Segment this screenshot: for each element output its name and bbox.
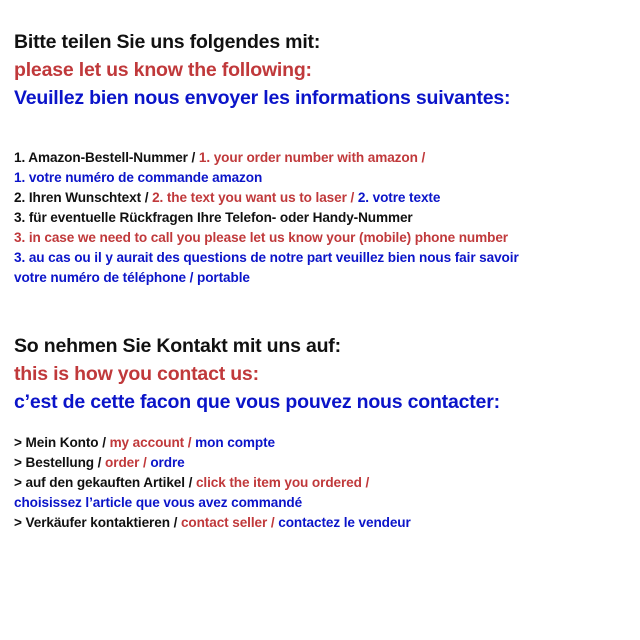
contact-step-3-de: > auf den gekauften Artikel / [14, 475, 193, 490]
contact-step-2-fr: ordre [150, 455, 185, 470]
list-item-1-en: 1. your order number with amazon / [198, 150, 426, 165]
section1-heading-de: Bitte teilen Sie uns folgendes mit: [14, 31, 321, 53]
contact-step-1-fr: mon compte [195, 435, 275, 450]
list-item-1 [14, 149, 425, 167]
list-item-3-fr-line2: votre numéro de téléphone / portable [14, 270, 250, 285]
contact-step-4-fr: contactez le vendeur [278, 515, 411, 530]
contact-step-1-de: > Mein Konto / [14, 435, 106, 450]
list-item-3-en: 3. in case we need to call you please let us know your (mobile) phone number [14, 230, 508, 245]
list-item-2-en: 2. the text you want us to laser / [152, 190, 355, 205]
list-item-3-fr-line1: 3. au cas ou il y aurait des questions de notre part veuillez bien nous fair savoir [14, 250, 519, 265]
list-item-1-fr: 1. votre numéro de commande amazon [14, 170, 263, 185]
contact-step-3-fr: choisissez l’article que vous avez commandé [14, 495, 303, 510]
contact-step-3-en: click the item you ordered / [195, 475, 370, 490]
contact-step-2 [14, 454, 185, 472]
list-item-2-fr: 2. votre texte [357, 190, 441, 205]
contact-step-2-en: order / [105, 455, 147, 470]
list-item-2-de: 2. Ihren Wunschtext / [14, 190, 149, 205]
section1-heading-fr: Veuillez bien nous envoyer les informations suivantes: [14, 87, 511, 109]
section2-heading-en: this is how you contact us: [14, 363, 259, 385]
section2-heading-fr: c’est de cette facon que vous pouvez nous contacter: [14, 391, 500, 413]
list-item-2 [14, 189, 440, 207]
contact-step-1 [14, 434, 275, 452]
contact-step-4-en: contact seller / [180, 515, 275, 530]
contact-step-3 [14, 474, 369, 492]
list-item-3-de: 3. für eventuelle Rückfragen Ihre Telefon- oder Handy-Nummer [14, 210, 413, 225]
contact-step-4 [14, 514, 411, 532]
list-item-1-de: 1. Amazon-Bestell-Nummer / [14, 150, 196, 165]
section1-heading-en: please let us know the following: [14, 59, 312, 81]
section2-heading-de: So nehmen Sie Kontakt mit uns auf: [14, 335, 341, 357]
contact-step-1-en: my account / [109, 435, 192, 450]
contact-step-2-de: > Bestellung / [14, 455, 102, 470]
contact-step-4-de: > Verkäufer kontaktieren / [14, 515, 178, 530]
